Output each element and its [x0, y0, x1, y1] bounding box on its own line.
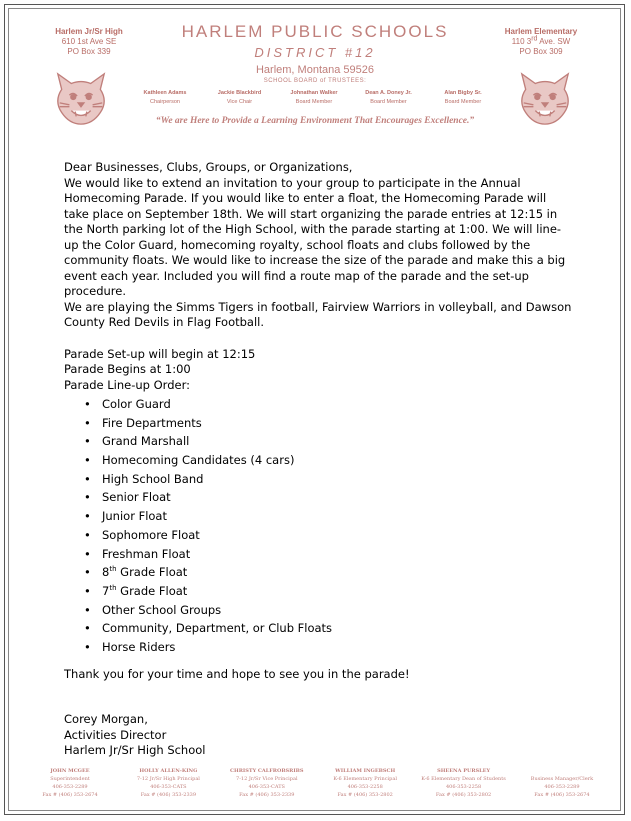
board-member-role: Board Member: [370, 99, 407, 105]
list-item-text: Grade Float: [116, 565, 188, 580]
board-member-role: Chairperson: [150, 99, 180, 105]
list-item-text: Color Guard: [102, 397, 171, 411]
bullet-icon: •: [84, 565, 91, 580]
list-item: [64, 507, 574, 526]
staff-fax: Fax # (406) 353-2802: [435, 792, 492, 798]
staff-phone: 406-353-2289: [544, 784, 580, 790]
right-street-number: 110 3: [511, 37, 532, 46]
staff-phone: 406-353-CATS: [150, 784, 187, 790]
left-school-address: [34, 27, 144, 57]
bullet-icon: •: [84, 453, 91, 468]
board-member: [352, 89, 426, 107]
staff-contact: [418, 767, 510, 799]
district-city: Harlem, Montana 59526: [255, 64, 374, 76]
list-item-text: Community, Department, or Club Floats: [102, 621, 333, 636]
board-members: [128, 89, 500, 107]
grade-suffix: th: [109, 584, 117, 593]
list-item-text: Grand Marshall: [102, 434, 190, 449]
board-member-name: Jackie Blackbird: [217, 90, 262, 96]
bobcat-mascot-icon: [516, 70, 574, 128]
staff-name: SHEENA PURSLEY: [437, 768, 491, 774]
list-item: [64, 582, 574, 601]
staff-title: Superintendent: [50, 776, 90, 782]
district-number: DISTRICT #12: [254, 45, 376, 60]
right-school-street: [486, 37, 596, 47]
signer-title: Activities Director: [64, 727, 167, 742]
board-member: [426, 89, 500, 107]
list-item: [64, 526, 574, 545]
staff-fax: Fax # (406) 353-2674: [42, 792, 98, 798]
bullet-icon: •: [84, 471, 91, 486]
list-item-text: Sophomore Float: [102, 527, 200, 542]
grade-number: 7: [102, 583, 110, 598]
bullet-icon: •: [84, 490, 91, 505]
list-item: [64, 563, 574, 582]
left-school-name: Harlem Jr/Sr High: [55, 27, 123, 36]
list-item-text: Freshman Float: [102, 546, 191, 561]
list-item-text: Homecoming Candidates (4 cars): [102, 453, 295, 468]
staff-fax: Fax # (406) 353-2339: [239, 792, 295, 798]
staff-title: 7-12 Jr/Sr Vice Principal: [236, 776, 298, 782]
thanks-line: Thank you for your time and hope to see you in the parade!: [64, 666, 410, 681]
grade-number: 8: [102, 565, 110, 580]
district-title: HARLEM PUBLIC SCHOOLS: [181, 22, 449, 41]
board-label: SCHOOL BOARD of TRUSTEES:: [263, 78, 367, 84]
list-item: [64, 432, 574, 451]
list-item-text: Senior Float: [102, 490, 171, 505]
list-item: [64, 414, 574, 433]
board-member-name: Dean A. Doney Jr.: [365, 90, 412, 96]
bobcat-mascot-icon: [52, 70, 110, 128]
board-member: [203, 89, 277, 107]
staff-contact: [516, 767, 608, 799]
staff-title: 7-12 Jr/Sr High Principal: [136, 776, 200, 782]
list-item-text: Grade Float: [116, 583, 188, 598]
staff-contact: [24, 767, 116, 799]
parade-begins: Parade Begins at 1:00: [64, 362, 191, 376]
staff-phone: 406-353-2258: [445, 784, 482, 790]
staff-phone: 406-353-2289: [52, 784, 88, 790]
staff-fax: Fax # (406) 353-2802: [337, 792, 393, 798]
board-member-role: Board Member: [295, 99, 333, 105]
right-school-pobox: PO Box 309: [519, 47, 563, 56]
staff-fax: Fax # (406) 353-2674: [534, 792, 590, 798]
staff-contact: [122, 767, 214, 799]
staff-phone: 406-353-CATS: [248, 784, 285, 790]
list-item: [64, 638, 574, 657]
setup-time: Parade Set-up will begin at 12:15: [64, 346, 256, 361]
list-item-text: Junior Float: [102, 509, 167, 524]
board-member-role: Vice Chair: [226, 99, 253, 105]
list-item: [64, 488, 574, 507]
games-paragraph: We are playing the Simms Tigers in football, Fairview Warriors in volleyball, and Dawson County Red Devils in Flag Football.: [64, 299, 572, 329]
bullet-icon: •: [84, 546, 91, 561]
district-motto: “We are Here to Provide a Learning Environment That Encourages Excellence.”: [155, 116, 475, 126]
staff-title: K-6 Elementary Principal: [333, 776, 397, 782]
staff-title: K-6 Elementary Dean of Students: [421, 776, 506, 782]
bullet-icon: •: [84, 434, 91, 449]
lineup-list: [64, 395, 574, 657]
invitation-paragraph: We would like to extend an invitation to your group to participate in the Annual Homecoming Parade. If you would like to enter a float, the Homecoming Parade will take place on September 18th. We will start organizing the parade entries at 12:15 in the North parking lot of the High School, with the parade starting at 1:00. We will line-up the Color Guard, homecoming royalty, school floats and clubs followed by the community floats. We would like to increase the size of the parade and make this a big event each year. Included you will find a route map of the parade and the set-up procedure.: [64, 175, 566, 298]
staff-name: HOLLY ALLEN-KING: [139, 768, 198, 774]
left-school-street: 610 1st Ave SE: [61, 37, 117, 46]
board-member-name: Kathleen Adams: [143, 90, 187, 96]
signer-name: Corey Morgan,: [64, 712, 148, 727]
list-item-text: Other School Groups: [102, 602, 222, 617]
list-item-text: Horse Riders: [102, 639, 176, 654]
lineup-label: Parade Line-up Order:: [64, 377, 190, 392]
list-item-text: High School Band: [102, 471, 204, 486]
staff-contact: [319, 767, 411, 799]
staff-footer: [24, 767, 608, 799]
board-member-name: Johnathan Walker: [290, 90, 338, 96]
right-street-suffix: rd: [531, 35, 538, 43]
board-member-name: Alan Bigby Sr.: [444, 90, 482, 96]
list-item: [64, 619, 574, 638]
letter-body: [64, 160, 574, 759]
right-street-name: Ave. SW: [537, 37, 571, 46]
board-member: [277, 89, 351, 107]
board-member-role: Board Member: [444, 99, 482, 105]
left-school-pobox: PO Box 339: [67, 47, 111, 56]
bullet-icon: •: [84, 509, 91, 524]
bullet-icon: •: [84, 621, 91, 636]
board-member: [128, 89, 202, 107]
staff-name: CHRISTY CALFROBSRIBS: [230, 768, 304, 774]
bullet-icon: •: [84, 639, 91, 654]
bullet-icon: •: [84, 397, 91, 411]
bullet-icon: •: [84, 602, 91, 617]
list-item: [64, 601, 574, 620]
salutation: Dear Businesses, Clubs, Groups, or Organizations,: [64, 160, 353, 174]
staff-name: WILLIAM INGEBSCH: [335, 768, 396, 774]
staff-title: Business Manager/Clerk: [530, 776, 594, 782]
staff-name: JOHN MCGEE: [50, 768, 90, 774]
staff-contact: [221, 767, 313, 799]
list-item: [64, 545, 574, 564]
right-school-address: [486, 27, 596, 57]
staff-phone: 406-353-2258: [347, 784, 383, 790]
list-item: [64, 395, 574, 414]
bullet-icon: •: [84, 415, 91, 430]
signer-school: Harlem Jr/Sr High School: [64, 743, 206, 758]
bullet-icon: •: [84, 527, 91, 542]
list-item: [64, 470, 574, 489]
grade-suffix: th: [109, 565, 117, 574]
staff-fax: Fax # (406) 353-2339: [140, 792, 197, 798]
list-item-text: Fire Departments: [102, 415, 202, 430]
right-school-name: Harlem Elementary: [504, 27, 578, 36]
list-item: [64, 451, 574, 470]
bullet-icon: •: [84, 583, 91, 598]
